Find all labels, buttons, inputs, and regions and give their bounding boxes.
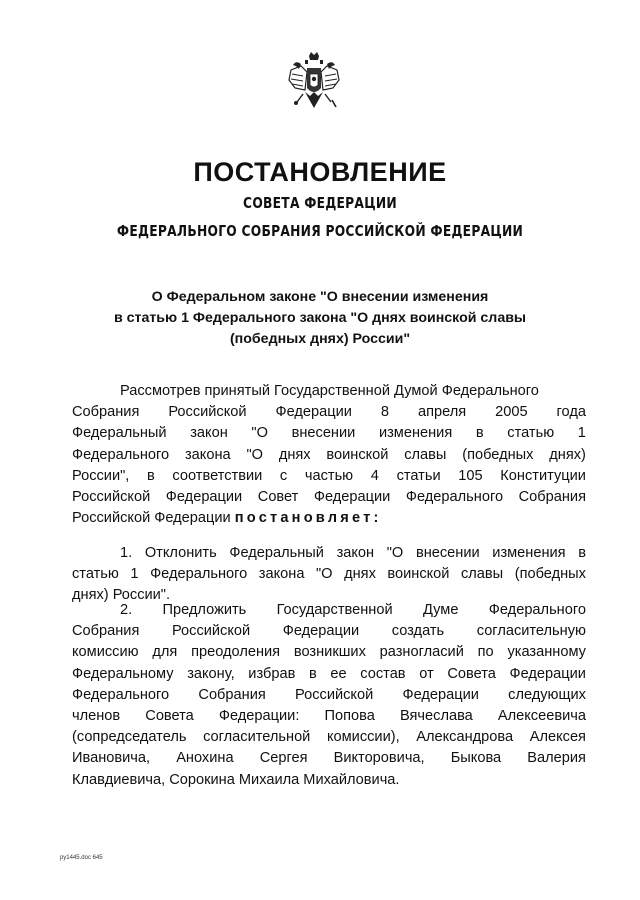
text-line: комиссию для преодоления возникших разногласий по указанному (72, 644, 586, 661)
text-line: Рассмотрев принятый Государственной Думой Федерального (120, 383, 539, 399)
text-line: Российской Федерации Совет Федерации Федерального Собрания (72, 488, 586, 505)
subject-line: (победных днях) России" (229, 331, 411, 347)
text-line: Федеральному закону, избрав в ее состав от Совета Федерации (72, 665, 586, 682)
text-line: России", в соответствии с частью 4 статьи 105 Конституции (72, 467, 586, 484)
text-line: Федеральный закон "О внесении изменения в статью 1 (72, 425, 586, 442)
subject-line: О Федеральном законе "О внесении изменения (151, 289, 489, 305)
text-line: (сопредседатель согласительной комиссии), Александрова Алексея (72, 729, 586, 746)
text-line: Клавдиевича, Сорокина Михаила Михайловича. (72, 771, 400, 788)
text-line: статью 1 Федерального закона "О днях воинской славы (победных (72, 566, 586, 583)
text-line: Федерального закона "О днях воинской славы (победных днях) (72, 446, 586, 463)
text-line: членов Совета Федерации: Попова Вячеслава Алексеевича (72, 707, 586, 724)
issuer-line-1: СОВЕТА ФЕДЕРАЦИИ (243, 194, 397, 212)
text-line: днях) России". (72, 587, 171, 604)
resolution-subject (60, 287, 580, 350)
text-line: 1. Отклонить Федеральный закон "О внесении изменения в (120, 545, 586, 561)
paragraph-item-2 (72, 600, 586, 791)
file-reference: ру1445.doc 645 (60, 855, 103, 861)
subject-line: в статью 1 Федерального закона "О днях воинской славы (113, 310, 527, 326)
paragraph-preamble (72, 381, 586, 529)
document-title: ПОСТАНОВЛЕНИЕ (193, 157, 447, 187)
text-fragment: Российской Федерации (72, 510, 231, 527)
text-line: Федерального Собрания Российской Федерации следующих (72, 686, 586, 703)
text-line: Собрания Российской Федерации 8 апреля 2005 года (72, 404, 586, 421)
issuer-line-2: ФЕДЕРАЛЬНОГО СОБРАНИЯ РОССИЙСКОЙ ФЕДЕРАЦИИ (116, 222, 524, 240)
text-line: Собрания Российской Федерации создать согласительную (72, 623, 586, 640)
paragraph-item-1 (72, 543, 586, 607)
text-line (72, 508, 586, 529)
russian-coat-of-arms-icon (287, 52, 341, 118)
text-line: Ивановича, Анохина Сергея Викторовича, Быкова Валерия (72, 750, 586, 767)
text-line: 2. Предложить Государственной Думе Федерального (120, 602, 586, 618)
resolves-keyword: постановляет: (234, 510, 382, 527)
